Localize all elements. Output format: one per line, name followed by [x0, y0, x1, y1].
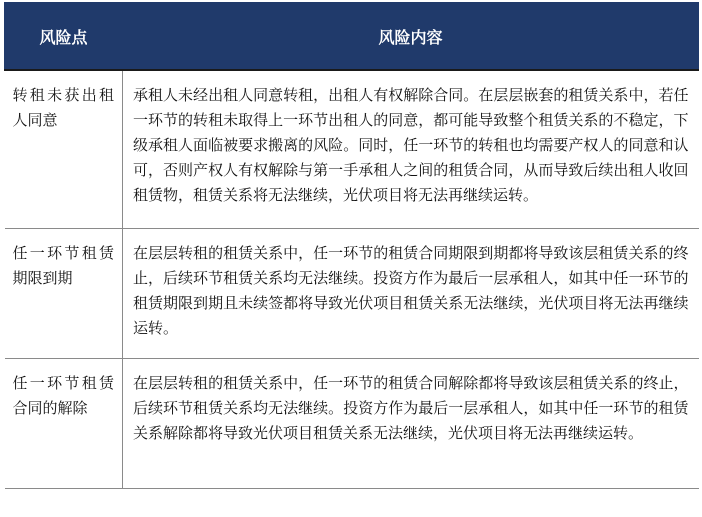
table-row	[5, 358, 699, 488]
header-risk-point: 风险点	[5, 3, 123, 71]
table-row	[5, 70, 699, 228]
risk-table	[4, 2, 699, 489]
header-risk-content: 风险内容	[123, 3, 699, 71]
risk-point-cell: 任一环节租赁期限到期	[5, 228, 123, 358]
table-row	[5, 228, 699, 358]
risk-point-cell: 任一环节租赁合同的解除	[5, 358, 123, 488]
risk-content-cell: 在层层转租的租赁关系中，任一环节的租赁合同期限到期都将导致该层租赁关系的终止，后续环节租赁关系均无法继续。投资方作为最后一层承租人，如其中任一环节的租赁期限到期且未续签都将导致光伏项目租赁关系无法继续，光伏项目将无法再继续运转。	[123, 228, 699, 358]
table-header-row	[5, 3, 699, 71]
risk-content-cell: 在层层转租的租赁关系中，任一环节的租赁合同解除都将导致该层租赁关系的终止，后续环节租赁关系均无法继续。投资方作为最后一层承租人，如其中任一环节的租赁关系解除都将导致光伏项目租赁关系无法继续，光伏项目将无法再继续运转。	[123, 358, 699, 488]
risk-content-cell: 承租人未经出租人同意转租，出租人有权解除合同。在层层嵌套的租赁关系中，若任一环节的转租未取得上一环节出租人的同意，都可能导致整个租赁关系的不稳定，下级承租人面临被要求搬离的风险。同时，任一环节的转租也均需要产权人的同意和认可，否则产权人有权解除与第一手承租人之间的租赁合同，从而导致后续出租人收回租赁物，租赁关系将无法继续，光伏项目将无法再继续运转。	[123, 70, 699, 228]
risk-point-cell: 转租未获出租人同意	[5, 70, 123, 228]
